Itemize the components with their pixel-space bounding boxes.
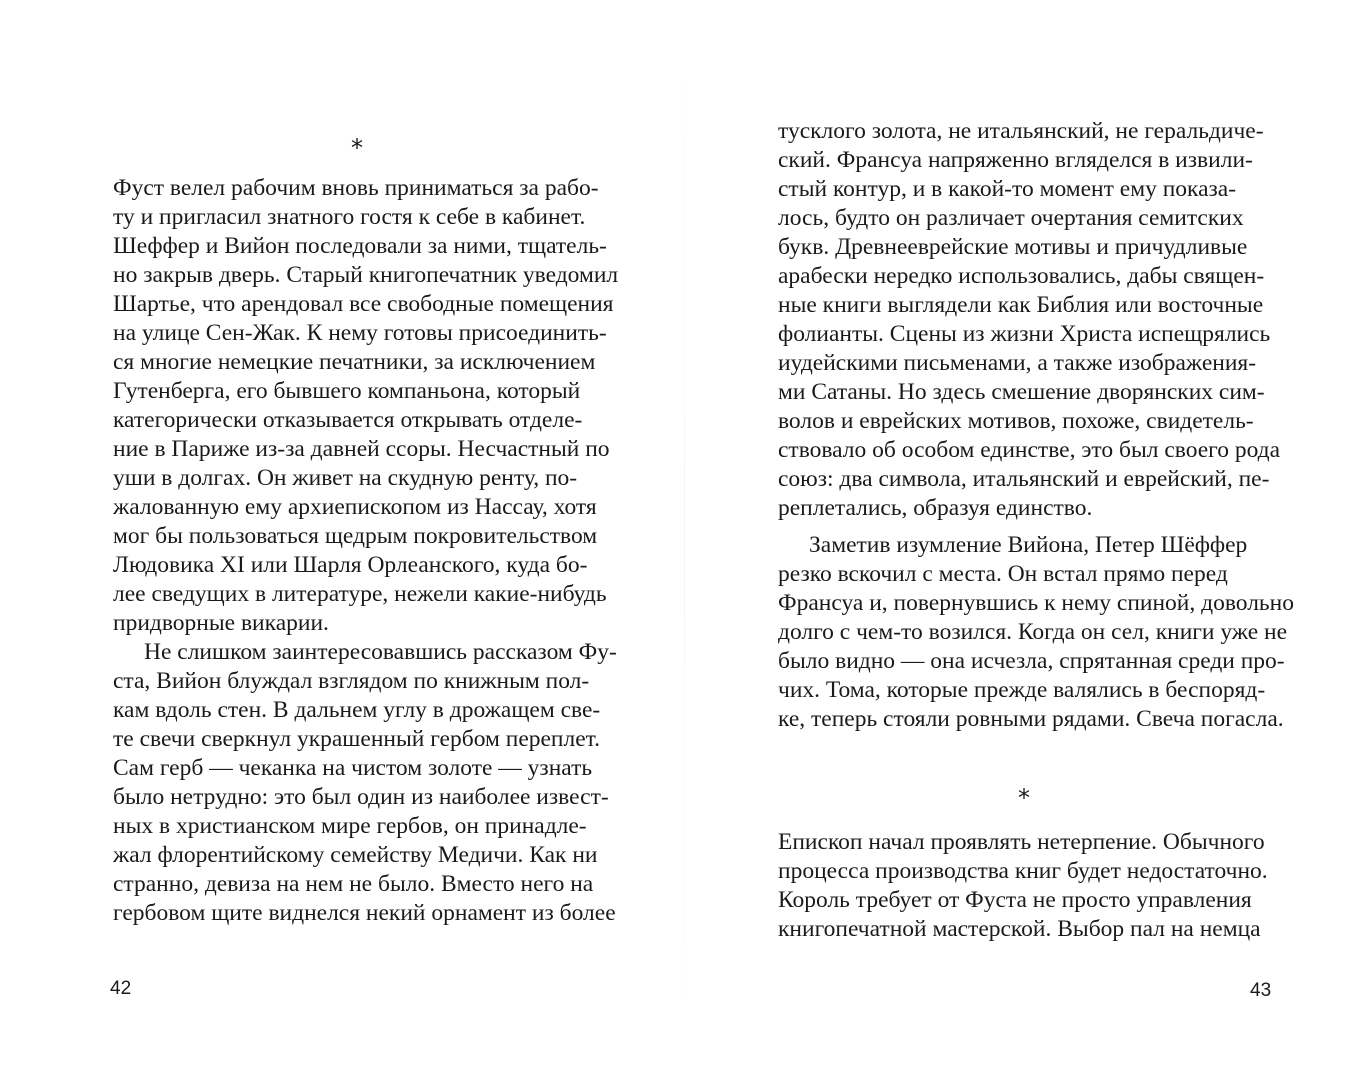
text-line: процесса производства книг будет недостаточно. [778,858,1268,884]
text-line: тусклого золота, не итальянский, не геральдиче- [778,118,1264,144]
section-separator: * [1018,784,1030,812]
page-number: 43 [1250,980,1272,1001]
text-line: ту и пригласил знатного гостя к себе в кабинет. [113,204,586,230]
text-line: на улице Сен-Жак. К нему готовы присоединить- [113,320,607,346]
text-line: чих. Тома, которые прежде валялись в беспоряд- [778,677,1266,703]
text-line: придворные викарии. [113,610,329,636]
text-line: ми Сатаны. Но здесь смешение дворянских сим- [778,379,1265,405]
text-line: стый контур, и в какой-то момент ему показа- [778,176,1237,202]
text-line: ся многие немецкие печатники, за исключением [113,349,596,375]
text-line: долго с чем-то возился. Когда он сел, книги уже не [778,619,1288,645]
text-line: было нетрудно: это был один из наиболее извест- [113,784,609,810]
text-line: но закрыв дверь. Старый книгопечатник уведомил [113,262,619,288]
text-line: фолианты. Сцены из жизни Христа испещрялись [778,321,1271,347]
text-line: ние в Париже из-за давней ссоры. Несчастный по [113,436,610,462]
text-line: гербовом щите виднелся некий орнамент из более [113,900,616,926]
text-line: странно, девиза на нем не было. Вместо него на [113,871,594,897]
text-line: Не слишком заинтересовавшись рассказом Фу- [144,639,617,665]
text-line: мог бы пользоваться щедрым покровительством [113,523,598,549]
text-line: уши в долгах. Он живет на скудную ренту, по- [113,465,578,491]
text-line: ке, теперь стояли ровными рядами. Свеча погасла. [778,706,1284,732]
text-line: категорически отказывается открывать отделе- [113,407,583,433]
left-page [0,0,684,1080]
right-page [684,0,1368,1080]
text-line: ствовало об особом единстве, это был своего рода [778,437,1281,463]
text-line: Гутенберга, его бывшего компаньона, который [113,378,581,404]
text-line: лось, будто он различает очертания семитских [778,205,1244,231]
text-line: Шартье, что арендовал все свободные помещения [113,291,614,317]
text-line: реплетались, образуя единство. [778,495,1093,521]
text-line: те свечи сверкнул украшенный гербом переплет. [113,726,601,752]
text-line: Король требует от Фуста не просто управления [778,887,1252,913]
text-line: ных в христианском мире гербов, он принадле- [113,813,587,839]
text-line: книгопечатной мастерской. Выбор пал на немца [778,916,1261,942]
text-line: Людовика XI или Шарля Орлеанского, куда бо- [113,552,588,578]
text-line: Епископ начал проявлять нетерпение. Обычного [778,829,1265,855]
text-line: союз: два символа, итальянский и еврейский, пе- [778,466,1270,492]
text-line: ский. Франсуа напряженно вгляделся в извили- [778,147,1253,173]
text-line: ные книги выглядели как Библия или восточные [778,292,1264,318]
text-line: Шеффер и Вийон последовали за ними, тщатель- [113,233,607,259]
text-line: волов и еврейских мотивов, похоже, свидетель- [778,408,1254,434]
text-line: лее сведущих в литературе, нежели какие-нибудь [113,581,607,607]
section-separator: * [351,134,363,162]
text-line: арабески нередко использовались, дабы священ- [778,263,1265,289]
text-line: резко вскочил с места. Он встал прямо перед [778,561,1228,587]
text-line: букв. Древнееврейские мотивы и причудливые [778,234,1248,260]
text-line: кам вдоль стен. В дальнем углу в дрожащем све- [113,697,601,723]
text-line: ста, Вийон блуждал взглядом по книжным пол- [113,668,590,694]
text-line: жал флорентийскому семейству Медичи. Как ни [113,842,598,868]
text-line: жалованную ему архиепископом из Нассау, хотя [113,494,597,520]
text-line: Франсуа и, повернувшись к нему спиной, довольно [778,590,1294,616]
text-line: Сам герб — чеканка на чистом золоте — узнать [113,755,593,781]
text-line: Фуст велел рабочим вновь приниматься за рабо- [113,175,599,201]
text-line: Заметив изумление Вийона, Петер Шёффер [809,532,1248,558]
text-line: иудейскими письменами, а также изображения- [778,350,1257,376]
text-line: было видно — она исчезла, спрятанная среди про- [778,648,1285,674]
page-number: 42 [110,978,132,999]
